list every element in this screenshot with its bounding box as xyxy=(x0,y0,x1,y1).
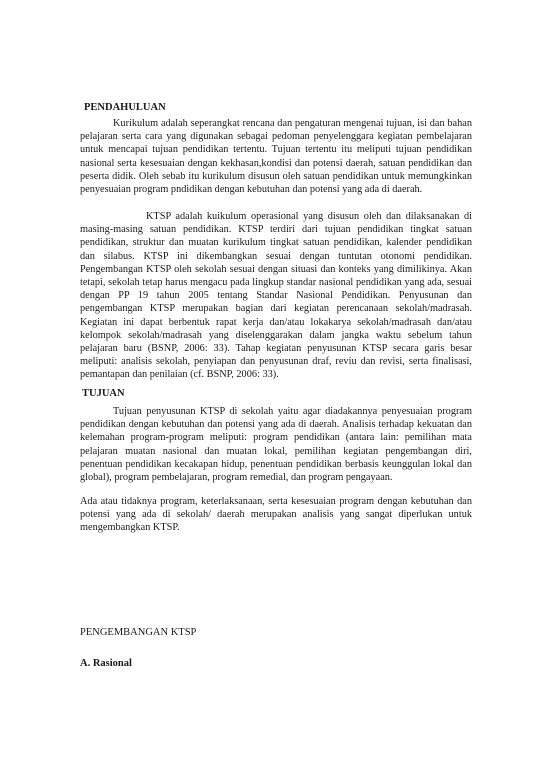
tujuan-paragraph-2: Ada atau tidaknya program, keterlaksanaan, serta kesesuaian program dengan kebutuhan dan potensi yang ada di sekolah/ daerah merupakan analisis yang sangat diperlukan untuk mengembangkan KTSP. xyxy=(80,496,472,534)
subheading-rasional: A. Rasional xyxy=(80,658,132,669)
pendahuluan-paragraph-2: KTSP adalah kuikulum operasional yang disusun oleh dan dilaksanakan di masing-masing satuan pendidikan. KTSP terdiri dari tujuan pendidikan tingkat satuan pendidikan, struktur dan muatan kurikulum tingkat satuan pendidikan, kalender pendidikan dan silabus. KTSP ini dikembangkan sesuai dengan tuntutan otonomi pendidikan. Pengembangan KTSP oleh sekolah sesuai dengan situasi dan konteks yang dimilikinya. Akan tetapi, sekolah tetap harus mengacu pada lingkup standar nasional pendidikan yang ada, sesuai dengan PP 19 tahun 2005 tentang Standar Nasional Pendidikan. Penyusunan dan pengembangan KTSP merupakan bagian dari kegiatan perencanaan sekolah/madrasah. Kegiatan ini dapat berbentuk rapat kerja dan/atau lokakarya sekolah/madrasah dan/atau kelompok sekolah/madrasah yang diselenggarakan dalam jangka waktu sebelum tahun pelajaran baru (BSNP, 2006: 33). Tahap kegiatan penyusunan KTSP secara garis besar meliputi: analisis sekolah, penyiapan dan penyusunan draf, reviu dan revisi, serta finalisasi, pemantapan dan penilaian (cf. BSNP, 2006: 33). xyxy=(80,211,472,381)
heading-pendahuluan: PENDAHULUAN xyxy=(84,102,166,113)
heading-pengembangan-ktsp: PENGEMBANGAN KTSP xyxy=(80,627,197,638)
tujuan-paragraph-1: Tujuan penyusunan KTSP di sekolah yaitu agar diadakannya penyesuaian program pendidikan dengan kebutuhan dan potensi yang ada di daerah. Analisis terhadap kekuatan dan kelemahan program-program meliputi: program pendidikan (antara lain: pemilihan mata pelajaran muatan nasional dan muatan lokal, pemilihan kegiatan pengembangan diri, penentuan pendidikan kecakapan hidup, penentuan pendidikan berbasis keunggulan lokal dan global), program pembelajaran, program remedial, dan program pengayaan. xyxy=(80,406,472,484)
pendahuluan-paragraph-1: Kurikulum adalah seperangkat rencana dan pengaturan mengenai tujuan, isi dan bahan pelajaran serta cara yang digunakan sebagai pedoman penyelenggara kegiatan pembelajaran untuk mencapai tujuan pendidikan tertentu. Tujuan tertentu itu meliputi tujuan pendidikan nasional serta kesesuaian dengan kekhasan,kondisi dan potensi daerah, satuan pendidikan dan peserta didik. Oleh sebab itu kurikulum disusun oleh satuan pendidikan untuk memungkinkan penyesuaian program pndidikan dengan kebutuhan dan potensi yang ada di daerah. xyxy=(80,118,472,196)
heading-tujuan: TUJUAN xyxy=(82,388,125,399)
